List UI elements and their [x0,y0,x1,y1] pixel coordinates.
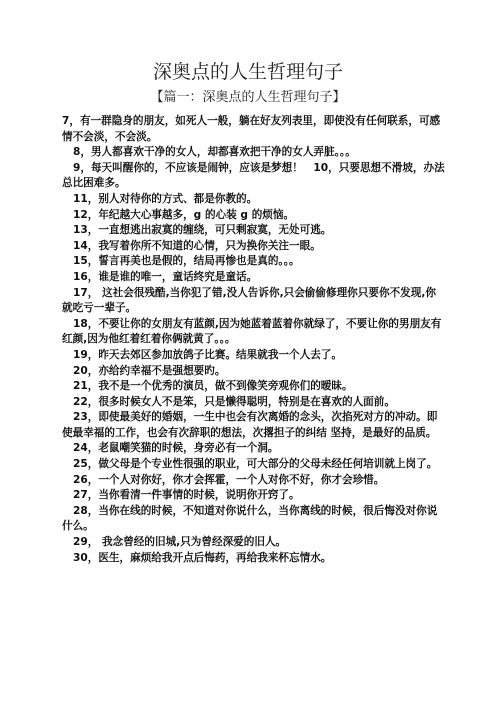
paragraph: 12，年纪越大心事越多，g 的心装 g 的烦恼。 [73,208,295,221]
paragraph: 29， 我念曾经的旧城,只为曾经深爱的旧人。 [73,536,287,549]
paragraph: 8，男人都喜欢干净的女人，却都喜欢把干净的女人弄脏。。。 [73,146,356,159]
paragraph: 22，很多时候女人不是笨，只是懒得聪明，特别是在喜欢的人面前。 [73,395,395,408]
paragraph: 15，誓言再美也是假的，结局再惨也是真的。。。 [73,255,300,268]
paragraph: 28，当你在线的时候，不知道对你说什么，当你离线的时候，很后悔没对你说什么。 [62,504,438,533]
paragraph: 17， 这社会很残酷,当你犯了错,没人告诉你,只会偷偷修理你只要你不发现,你就吃亏一辈子。 [62,286,436,315]
paragraph: 20，亦给约幸福不是强想要旳。 [73,364,226,377]
paragraph: 26，一个人对你好，你才会挥霍，一个人对你不好，你才会珍惜。 [73,473,385,486]
paragraph: 19，昨天去郊区参加放鸽子比赛。结果就我一个人去了。 [73,348,342,361]
document-body [62,114,446,566]
paragraph: 21，我不是一个优秀的演员，做不到像笑旁观你们的暧昧。 [73,380,353,393]
paragraph: 9，每天叫醒你的，不应该是闹钟，应该是梦想！ 10，只要思想不滑坡，办法总比困难多。 [62,161,445,190]
paragraph: 27，当你看清一件事情的时候，说明你开窍了。 [73,489,300,502]
paragraph: 25，做父母是个专业性很强的职业，可大部分的父母未经任何培训就上岗了。 [73,458,438,471]
paragraph: 24，老鼠嘲笑猫的时候，身旁必有一个洞。 [73,442,279,455]
paragraph: 23，即使最美好的婚姻，一生中也会有次离婚的念头，次掐死对方的冲动。即使最幸福的工作，也会有次辞职的想法，次撂担子的纠结 坚持，是最好的品质。 [62,411,438,439]
paragraph: 11，别人对待你的方式、都是你教的。 [73,192,258,205]
page-title: 深奥点的人生哲理句子 [152,61,343,83]
paragraph: 30，医生，麻烦给我开点后悔药，再给我来杯忘情水。 [73,551,332,564]
paragraph: 16，谁是谁的唯一，童话终究是童话。 [73,270,258,283]
paragraph: 18，不要让你的女朋友有蓝颜,因为她蓝着蓝着你就绿了，不要让你的男朋友有红颜,因为他红着红着你俩就黄了。。。 [62,317,442,346]
paragraph: 7，有一群隐身的朋友，如死人一般，躺在好友列表里，即使没有任何联系，可感情不会淡，不会淡。 [62,115,441,143]
paragraph: 13，一直想逃出寂寞的缠绕，可只剩寂寞，无处可逃。 [73,224,332,237]
paragraph: 14，我写着你所不知道的心情，只为换你关注一眼。 [73,239,321,252]
section-heading: 【篇一：深奥点的人生哲理句子】 [150,90,346,105]
